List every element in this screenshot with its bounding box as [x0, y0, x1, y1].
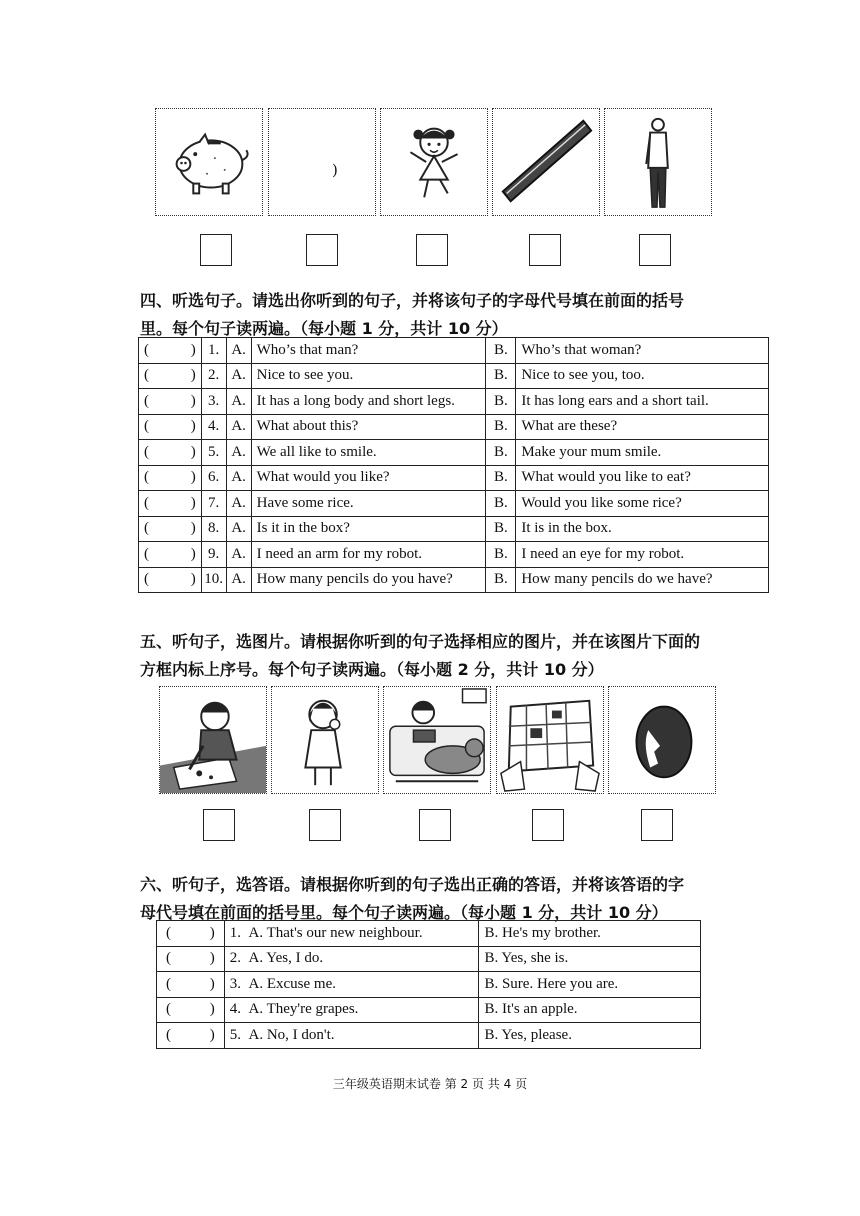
man-standing-icon [604, 108, 712, 216]
section4-heading-line1: 四、听选句子。请选出你听到的句子，并将该句子的字母代号填在前面的括号 [140, 291, 685, 310]
answer-paren[interactable]: ( ) [139, 542, 202, 568]
girl-reading-with-cat-icon [383, 686, 491, 794]
section3-answer-boxes [0, 234, 860, 274]
section5-heading-line2: 方框内标上序号。每个句子读两遍。（每小题 2 分，共计 10 分） [140, 660, 604, 679]
option-b-text: How many pencils do we have? [516, 567, 769, 593]
boy-drawing-icon [159, 686, 267, 794]
option-a-text: It has a long body and short legs. [251, 389, 486, 415]
option-b-text: What would you like to eat? [516, 465, 769, 491]
answer-paren[interactable]: ( ) [139, 414, 202, 440]
table-row [139, 465, 769, 491]
answer-box[interactable] [529, 234, 561, 266]
option-a-label: A. [226, 363, 251, 389]
option-a-label: A. [226, 516, 251, 542]
option-b-text: B. Yes, please. [479, 1023, 701, 1049]
question-number: 2. [201, 363, 226, 389]
option-b-label: B. [486, 414, 516, 440]
question-number: 4. [201, 414, 226, 440]
option-b-text: B. Sure. Here you are. [479, 972, 701, 998]
option-a-text: Who’s that man? [251, 338, 486, 364]
option-a-text: I need an arm for my robot. [251, 542, 486, 568]
answer-paren[interactable]: ( ) [139, 567, 202, 593]
option-b-text: Nice to see you, too. [516, 363, 769, 389]
picture-mark: ) [332, 161, 338, 179]
question-number: 5. [229, 1026, 242, 1043]
table-row [139, 414, 769, 440]
option-a-text: Nice to see you. [251, 363, 486, 389]
question-number: 7. [201, 491, 226, 517]
option-a-text: Is it in the box? [251, 516, 486, 542]
option-b-label: B. [486, 338, 516, 364]
question-number: 1. [201, 338, 226, 364]
table-row [157, 997, 701, 1023]
answer-paren[interactable]: ( ) [139, 491, 202, 517]
egg-icon [608, 686, 716, 794]
table-row [139, 491, 769, 517]
girl-eating-icon [271, 686, 379, 794]
section6-heading-line1: 六、听句子，选答语。请根据你听到的句子选出正确的答语，并将该答语的字 [140, 875, 685, 894]
map-icon [496, 686, 604, 794]
option-b-text: Would you like some rice? [516, 491, 769, 517]
section6-heading [140, 871, 740, 927]
question-number: 3. [229, 975, 242, 992]
option-a-text [224, 972, 479, 998]
option-b-label: B. [486, 389, 516, 415]
section5-picture-row [0, 686, 860, 806]
option-b-label: B. [486, 491, 516, 517]
table-row [139, 516, 769, 542]
table-row [139, 338, 769, 364]
option-a-label: A. [226, 465, 251, 491]
option-a-text: How many pencils do you have? [251, 567, 486, 593]
option-a-text: What about this? [251, 414, 486, 440]
page-footer: 三年级英语期末试卷 第 2 页 共 4 页 [332, 1077, 528, 1091]
answer-box[interactable] [639, 234, 671, 266]
piggy-bank-icon [155, 108, 263, 216]
question-number: 2. [229, 950, 242, 967]
answer-box[interactable] [203, 809, 235, 841]
option-b-label: B. [486, 465, 516, 491]
option-a-text: We all like to smile. [251, 440, 486, 466]
option-a-text: Have some rice. [251, 491, 486, 517]
question-number: 6. [201, 465, 226, 491]
option-b-label: B. [486, 567, 516, 593]
section4-heading-line2: 里。每个句子读两遍。（每小题 1 分，共计 10 分） [140, 319, 508, 338]
question-number: 9. [201, 542, 226, 568]
question-number: 1. [229, 924, 242, 941]
option-a-label: A. [226, 542, 251, 568]
option-b-text: Make your mum smile. [516, 440, 769, 466]
answer-box[interactable] [641, 809, 673, 841]
table-row [157, 1023, 701, 1049]
answer-paren[interactable]: ( ) [139, 465, 202, 491]
table-row [139, 363, 769, 389]
option-a-label: A. [226, 567, 251, 593]
section5-answer-boxes [0, 809, 860, 849]
option-b-text: B. Yes, she is. [479, 946, 701, 972]
question-number: 10. [201, 567, 226, 593]
answer-box[interactable] [200, 234, 232, 266]
answer-paren[interactable]: ( ) [157, 946, 225, 972]
option-a: A. Yes, I do. [248, 950, 324, 967]
answer-box[interactable] [306, 234, 338, 266]
answer-paren[interactable]: ( ) [139, 338, 202, 364]
option-a-label: A. [226, 491, 251, 517]
option-b-text: B. It's an apple. [479, 997, 701, 1023]
table-row [139, 567, 769, 593]
option-a: A. Excuse me. [248, 975, 336, 992]
option-a: A. No, I don't. [248, 1026, 335, 1043]
table-row [157, 946, 701, 972]
option-b-text: It has long ears and a short tail. [516, 389, 769, 415]
table-row [139, 389, 769, 415]
option-b-label: B. [486, 542, 516, 568]
option-b-text: What are these? [516, 414, 769, 440]
section4-heading [140, 287, 740, 343]
blank-picture [268, 108, 376, 216]
table-row [139, 542, 769, 568]
answer-box[interactable] [309, 809, 341, 841]
option-b-text: Who’s that woman? [516, 338, 769, 364]
option-a-text [224, 946, 479, 972]
option-a-label: A. [226, 414, 251, 440]
option-b-text: It is in the box. [516, 516, 769, 542]
option-a: A. That's our new neighbour. [248, 924, 423, 941]
question-number: 5. [201, 440, 226, 466]
option-a-label: A. [226, 338, 251, 364]
answer-box[interactable] [532, 809, 564, 841]
option-a-text: What would you like? [251, 465, 486, 491]
option-a-text [224, 1023, 479, 1049]
answer-paren[interactable]: ( ) [139, 389, 202, 415]
section4-table [138, 337, 769, 593]
option-b-label: B. [486, 440, 516, 466]
answer-paren[interactable]: ( ) [139, 440, 202, 466]
ruler-icon [492, 108, 600, 216]
question-number: 3. [201, 389, 226, 415]
table-row [157, 972, 701, 998]
section5-heading-line1: 五、听句子，选图片。请根据你听到的句子选择相应的图片，并在该图片下面的 [140, 632, 701, 651]
table-row [139, 440, 769, 466]
section3-picture-row [0, 108, 860, 228]
option-b-text: B. He's my brother. [479, 921, 701, 947]
answer-box[interactable] [416, 234, 448, 266]
answer-paren[interactable]: ( ) [139, 363, 202, 389]
option-a-text [224, 921, 479, 947]
answer-paren[interactable]: ( ) [157, 997, 225, 1023]
option-a: A. They're grapes. [248, 1001, 359, 1018]
section6-heading-line2: 母代号填在前面的括号里。每个句子读两遍。（每小题 1 分，共计 10 分） [140, 903, 668, 922]
question-number: 4. [229, 1001, 242, 1018]
answer-paren[interactable]: ( ) [157, 972, 225, 998]
answer-paren[interactable]: ( ) [157, 921, 225, 947]
option-b-text: I need an eye for my robot. [516, 542, 769, 568]
option-a-text [224, 997, 479, 1023]
option-b-label: B. [486, 516, 516, 542]
option-a-label: A. [226, 440, 251, 466]
question-number: 8. [201, 516, 226, 542]
table-row [157, 921, 701, 947]
answer-paren[interactable]: ( ) [139, 516, 202, 542]
answer-box[interactable] [419, 809, 451, 841]
option-b-label: B. [486, 363, 516, 389]
section6-table [156, 920, 701, 1049]
section5-heading [140, 628, 740, 684]
girl-dancing-icon [380, 108, 488, 216]
option-a-label: A. [226, 389, 251, 415]
answer-paren[interactable]: ( ) [157, 1023, 225, 1049]
